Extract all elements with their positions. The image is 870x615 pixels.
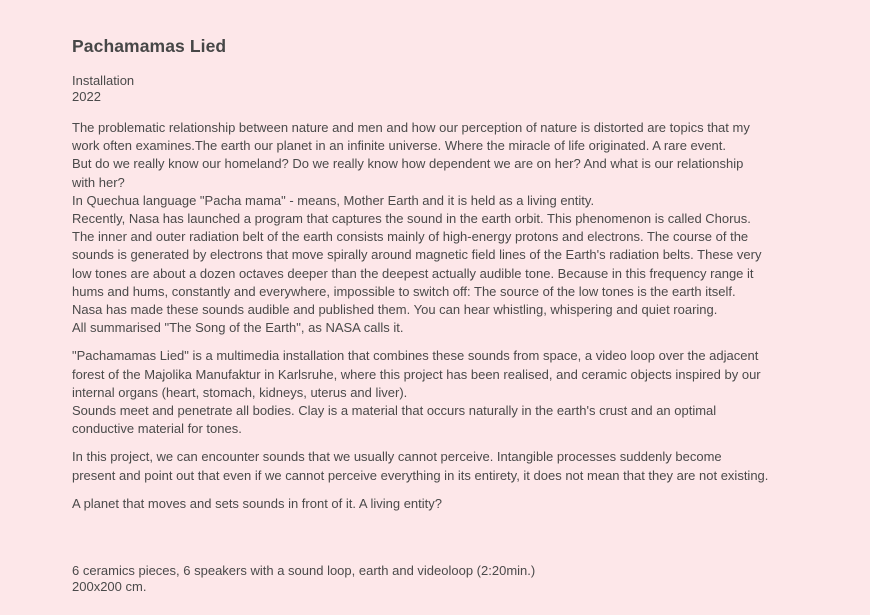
work-year: 2022 xyxy=(72,89,101,104)
text-line: "Pachamamas Lied" is a multimedia installation that combines these sounds from space, a video loop over the adjacent xyxy=(72,348,759,364)
text-line: Recently, Nasa has launched a program that captures the sound in the earth orbit. This phenomenon is called Chorus. xyxy=(72,211,751,227)
paragraph-1 xyxy=(72,119,810,337)
text-line: present and point out that even if we cannot perceive everything in its entirety, it does not mean that they are not existing. xyxy=(72,467,769,483)
text-line: Nasa has made these sounds audible and published them. You can hear whistling, whispering and quiet roaring. xyxy=(72,302,718,318)
text-line: But do we really know our homeland? Do we really know how dependent we are on her? And what is our relationship xyxy=(72,156,744,172)
text-line: In this project, we can encounter sounds that we usually cannot perceive. Intangible processes suddenly become xyxy=(72,449,722,465)
text-line: A planet that moves and sets sounds in front of it. A living entity? xyxy=(72,495,442,511)
paragraph-2 xyxy=(72,347,810,438)
work-materials: 6 ceramics pieces, 6 speakers with a sound loop, earth and videoloop (2:20min.) xyxy=(72,563,536,578)
work-category: Installation xyxy=(72,73,135,88)
text-line: forest of the Majolika Manufaktur in Karlsruhe, where this project has been realised, and ceramic objects inspired by our xyxy=(72,366,761,382)
text-line: All summarised "The Song of the Earth", as NASA calls it. xyxy=(72,320,404,336)
text-line: Sounds meet and penetrate all bodies. Clay is a material that occurs naturally in the earth's crust and an optimal xyxy=(72,403,717,419)
text-line: The problematic relationship between nature and men and how our perception of nature is distorted are topics that my xyxy=(72,120,750,135)
text-line: The inner and outer radiation belt of the earth consists mainly of high-energy protons and electrons. The course of the xyxy=(72,229,749,245)
document-title: Pachamamas Lied xyxy=(72,36,227,56)
text-line: In Quechua language "Pacha mama" - means, Mother Earth and it is held as a living entity. xyxy=(72,192,595,208)
paragraph-4 xyxy=(72,495,810,513)
text-line: work often examines.The earth our planet in an infinite universe. Where the miracle of life originated. A rare event. xyxy=(72,138,726,154)
work-meta xyxy=(72,73,810,105)
work-specs xyxy=(72,563,535,595)
text-line: hums and hums, constantly and everywhere, impossible to switch off: The source of the low tones is the earth itself. xyxy=(72,283,736,299)
text-line: conductive material for tones. xyxy=(72,421,242,437)
text-line: with her? xyxy=(72,174,125,190)
text-line: low tones are about a dozen octaves deeper than the deepest actually audible tone. Because in this frequency range it xyxy=(72,265,754,281)
text-line: internal organs (heart, stomach, kidneys, uterus and liver). xyxy=(72,384,408,400)
paragraph-3 xyxy=(72,448,810,484)
work-dimensions: 200x200 cm. xyxy=(72,579,147,594)
text-line: sounds is generated by electrons that move spirally around magnetic field lines of the Earth's radiation belts. These very xyxy=(72,247,762,263)
